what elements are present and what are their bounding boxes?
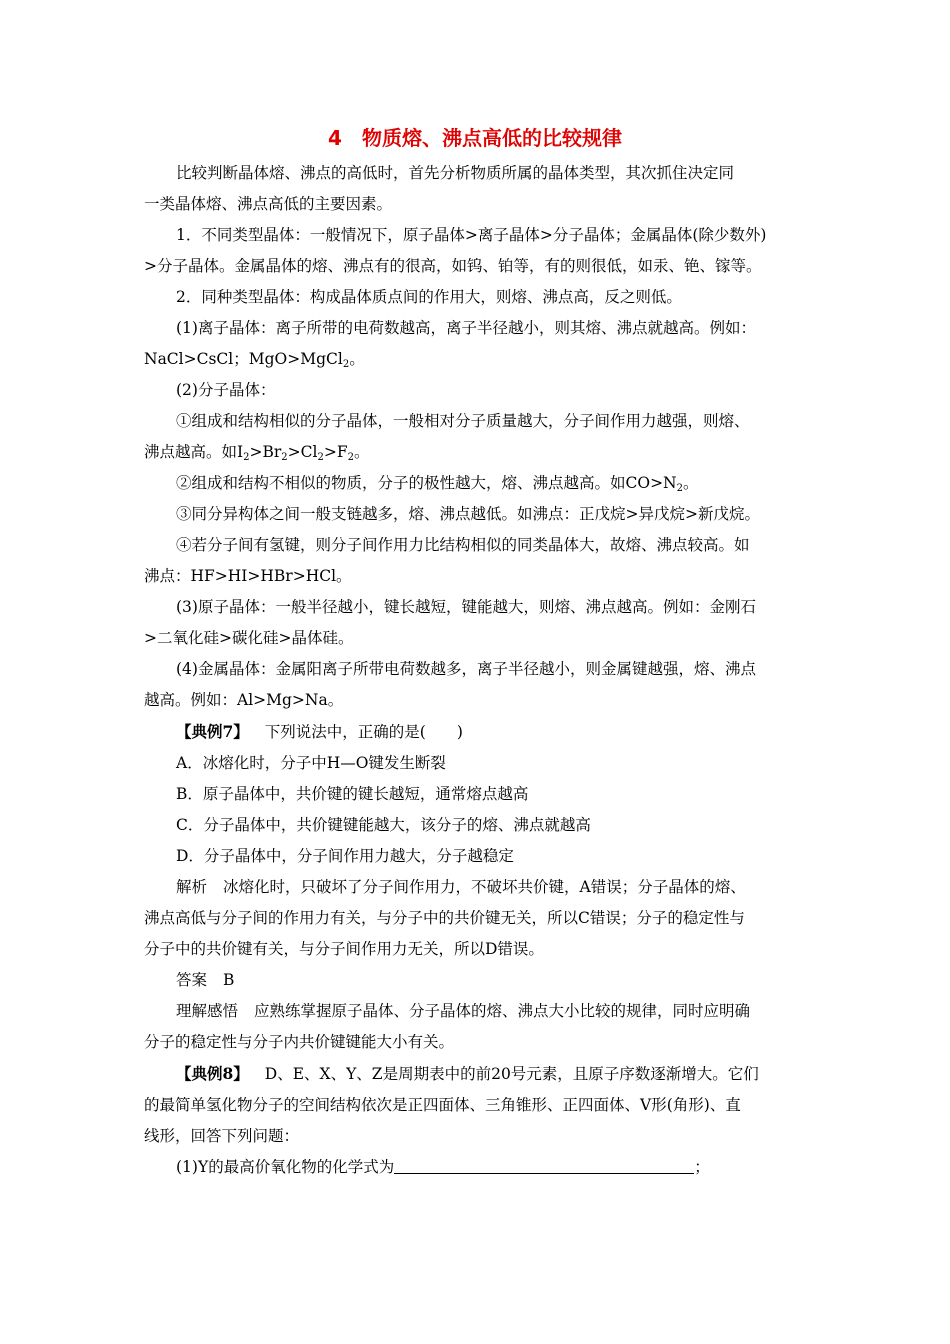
example7-insight-line-1: 理解感悟 应熟练掌握原子晶体、分子晶体的熔、沸点大小比较的规律，同时应明确 [176, 1002, 751, 1020]
example7-option-b: B．原子晶体中，共价键的键长越短，通常熔点越高 [176, 785, 529, 803]
example8-tag: 【典例8】 [176, 1064, 249, 1083]
example7-option-c: C．分子晶体中，共价键键能越大，该分子的熔、沸点就越高 [176, 816, 591, 834]
mol3-line: ③同分异构体之间一般支链越多，熔、沸点越低。如沸点：正戊烷>异戊烷>新戊烷。 [176, 505, 760, 523]
example8-line-3: 线形，回答下列问题： [144, 1127, 300, 1145]
example7-option-a: A．冰熔化时，分子中H—O键发生断裂 [176, 754, 446, 772]
example8-question-1: (1)Y的最高价氧化物的化学式为 ； [144, 1152, 806, 1183]
example7-analysis-line-2: 沸点高低与分子间的作用力有关，与分子中的共价键无关，所以C错误；分子的稳定性与 [144, 909, 745, 927]
metallic-line-2: 越高。例如：Al>Mg>Na。 [144, 691, 344, 709]
example7-answer: 答案 B [176, 971, 235, 989]
molecular-heading: (2)分子晶体： [176, 381, 276, 399]
document-body [144, 158, 806, 1183]
example8-line-1: 【典例8】 D、E、X、Y、Z是周期表中的前20号元素，且原子序数逐渐增大。它们 [176, 1064, 759, 1083]
section-number: 4 [328, 126, 342, 150]
atomic-line-1: (3)原子晶体：一般半径越小，键长越短，键能越大，则熔、沸点越高。例如：金刚石 [176, 598, 756, 616]
section-title [0, 124, 950, 152]
mol4-line-1: ④若分子间有氢键，则分子间作用力比结构相似的同类晶体大，故熔、沸点较高。如 [176, 536, 750, 554]
example7-question: 【典例7】 下列说法中，正确的是( ) [176, 722, 463, 741]
insight-label: 理解感悟 [176, 1002, 239, 1020]
mol1-line-1: ①组成和结构相似的分子晶体，一般相对分子质量越大，分子间作用力越强，则熔、 [176, 412, 750, 430]
ionic-line-1: (1)离子晶体：离子所带的电荷数越高，离子半径越小，则其熔、沸点就越高。例如： [176, 319, 756, 337]
mol2-line: ②组成和结构不相似的物质，分子的极性越大，熔、沸点越高。如$CO>N_2$。 [176, 474, 699, 494]
rule1-line-1: 1．不同类型晶体：一般情况下，原子晶体>离子晶体>分子晶体；金属晶体(除少数外) [176, 226, 767, 244]
example7-insight-line-2: 分子的稳定性与分子内共价键键能大小有关。 [144, 1033, 455, 1051]
rule1-line-2: >分子晶体。金属晶体的熔、沸点有的很高，如钨、铂等，有的则很低，如汞、铯、镓等。 [144, 257, 762, 275]
rule2-line: 2．同种类型晶体：构成晶体质点间的作用大，则熔、沸点高，反之则低。 [176, 288, 682, 306]
answer-blank[interactable] [394, 1155, 694, 1174]
answer-label: 答案 [176, 971, 208, 989]
metallic-line-1: (4)金属晶体：金属阳离子所带电荷数越多，离子半径越小，则金属键越强，熔、沸点 [176, 660, 756, 678]
intro-line-1: 比较判断晶体熔、沸点的高低时，首先分析物质所属的晶体类型，其次抓住决定同 [176, 164, 735, 182]
example7-tag: 【典例7】 [176, 722, 249, 741]
atomic-line-2: >二氧化硅>碳化硅>晶体硅。 [144, 629, 354, 647]
ionic-line-2: NaCl>CsCl；MgO>MgCl$_2$。 [144, 350, 365, 370]
example7-option-d: D．分子晶体中，分子间作用力越大，分子越稳定 [176, 847, 514, 865]
analysis-label: 解析 [176, 878, 208, 896]
mol4-line-2: 沸点：HF>HI>HBr>HCl。 [144, 567, 352, 585]
example8-line-2: 的最简单氢化物分子的空间结构依次是正四面体、三角锥形、正四面体、V形(角形)、直 [144, 1096, 741, 1114]
example7-analysis-line-1: 解析 冰熔化时，只破坏了分子间作用力，不破坏共价键，A错误；分子晶体的熔、 [176, 878, 746, 896]
mol1-line-2: 沸点越高。如$I_2>Br_2>Cl_2>F_2$。 [144, 443, 370, 463]
example7-analysis-line-3: 分子中的共价键有关，与分子间作用力无关，所以D错误。 [144, 940, 544, 958]
intro-line-2: 一类晶体熔、沸点高低的主要因素。 [144, 195, 393, 213]
section-title-text: 物质熔、沸点高低的比较规律 [361, 126, 622, 150]
